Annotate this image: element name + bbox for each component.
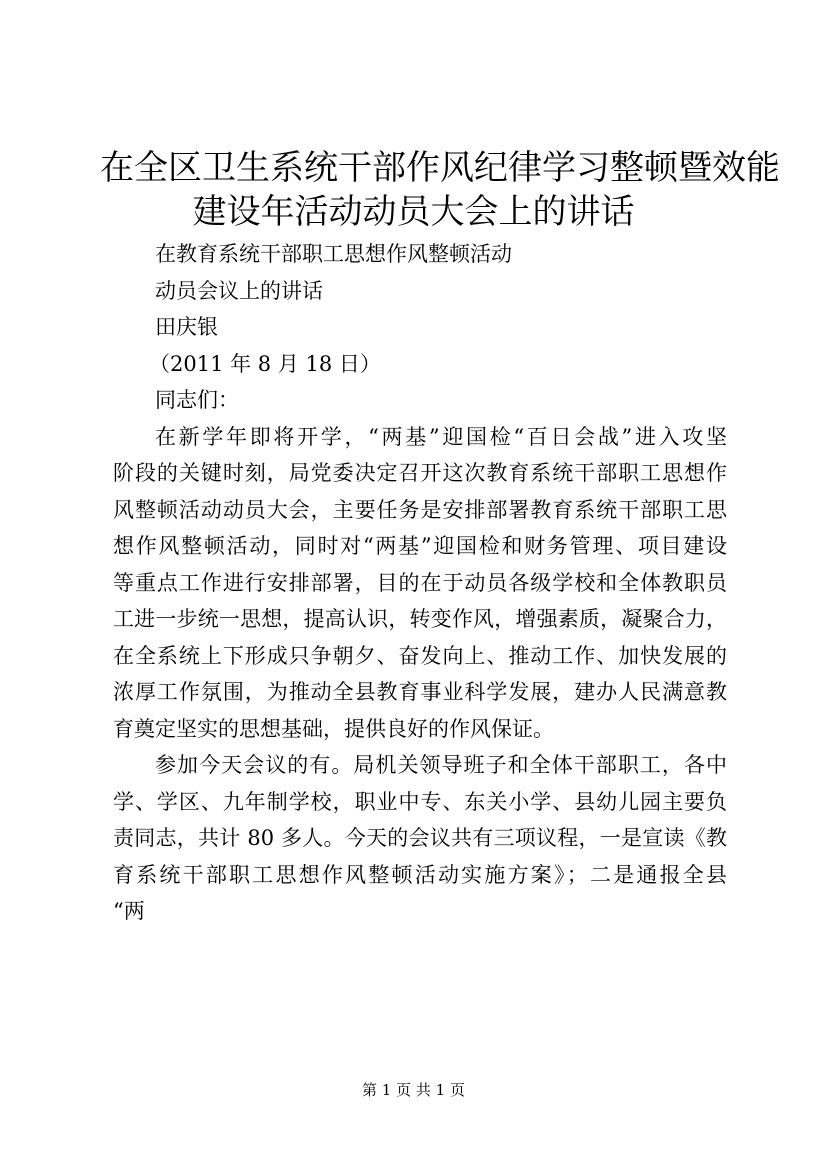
paragraph-2-line: 参加今天会议的有。局机关领导班子和全体干部职工，各中 (155, 753, 727, 777)
speech-date: （2011 年 8 月 18 日） (149, 351, 381, 376)
subtitle-line-1: 在教育系统干部职工思想作风整顿活动 (155, 242, 512, 266)
paragraph-1-line: 风整顿活动动员大会，主要任务是安排部署教育系统干部职工思 (113, 497, 727, 522)
paragraph-2-line: 责同志，共计 80 多人。今天的会议共有三项议程，一是宣读《教 (113, 826, 727, 850)
paragraph-1-line: 育奠定坚实的思想基础，提供良好的作风保证。 (113, 716, 554, 741)
paragraph-1-line: 等重点工作进行安排部署，目的在于动员各级学校和全体教职员 (113, 570, 727, 595)
salutation: 同志们： (155, 388, 239, 412)
page-number-footer: 第 1 页 共 1 页 (362, 1081, 465, 1099)
paragraph-2-line: 学、学区、九年制学校，职业中专、东关小学、县幼儿园主要负 (113, 789, 727, 814)
document-title (100, 146, 780, 234)
paragraph-1-line: 在全系统上下形成只争朝夕、奋发向上、推动工作、加快发展的 (113, 643, 727, 668)
paragraph-2-line: “两 (113, 899, 145, 923)
title-line-2: 建设年活动动员大会上的讲话 (192, 192, 635, 232)
paragraph-2-line: 育系统干部职工思想作风整顿活动实施方案》；二是通报全县 (113, 862, 727, 887)
document-body (113, 236, 727, 930)
paragraph-1-line: 浓厚工作氛围，为推动全县教育事业科学发展，建办人民满意教 (113, 680, 727, 704)
paragraph-1-line: 工进一步统一思想，提高认识，转变作风，增强素质，凝聚合力， (113, 607, 727, 631)
paragraph-1-line: 阶段的关键时刻，局党委决定召开这次教育系统干部职工思想作 (113, 461, 727, 485)
paragraph-1-line: 在新学年即将开学，“两基”迎国检“百日会战”进入攻坚 (155, 424, 727, 449)
title-line-1: 在全区卫生系统干部作风纪律学习整顿暨效能 (100, 148, 780, 188)
speaker-name: 田庆银 (155, 315, 218, 339)
subtitle-line-2: 动员会议上的讲话 (155, 278, 323, 303)
paragraph-1-line: 想作风整顿活动，同时对“两基”迎国检和财务管理、项目建设 (113, 534, 727, 558)
